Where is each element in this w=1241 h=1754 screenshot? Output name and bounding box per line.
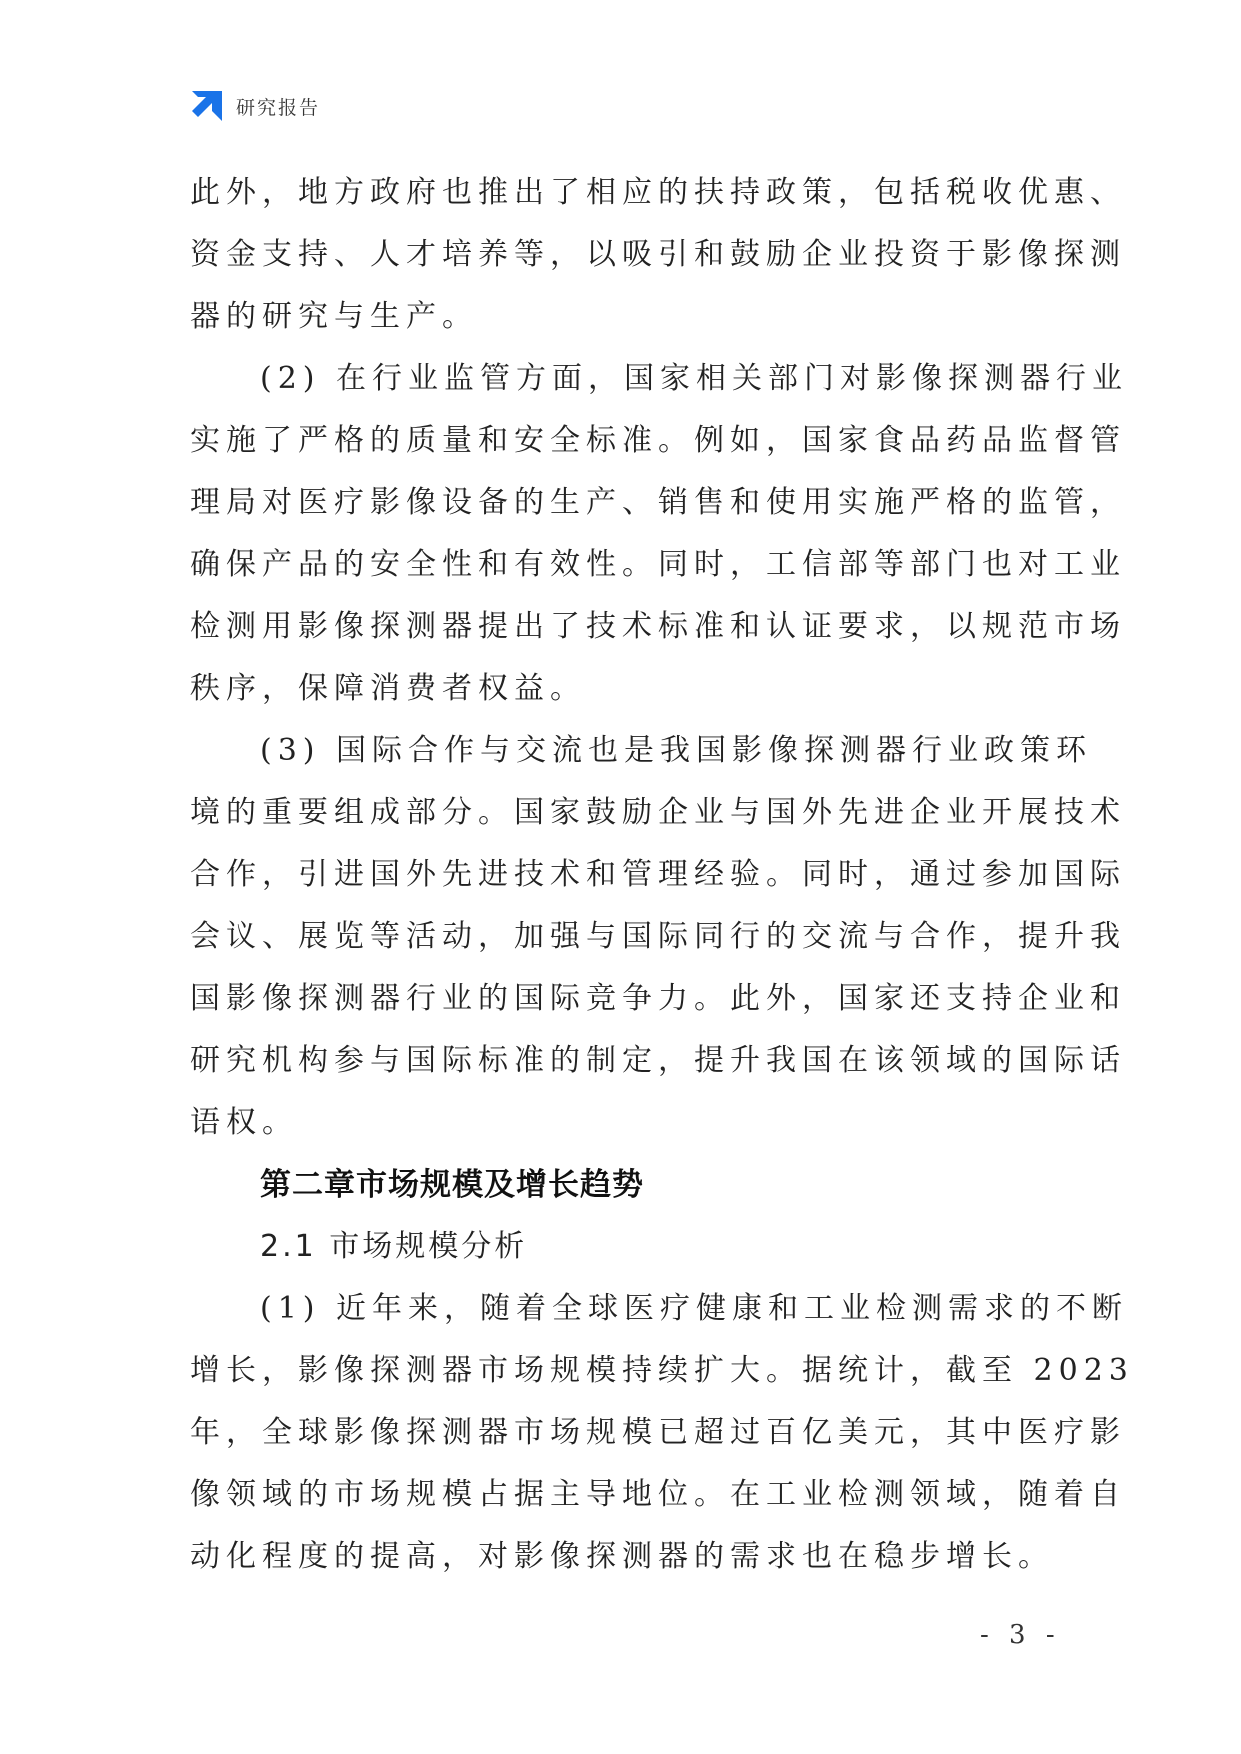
text-line: 实施了严格的质量和安全标准。例如，国家食品药品监督管 [190, 423, 1126, 458]
text-line: 年，全球影像探测器市场规模已超过百亿美元，其中医疗影 [190, 1415, 1126, 1450]
text-line: 秩序，保障消费者权益。 [190, 671, 586, 706]
text-line: 增长，影像探测器市场规模持续扩大。据统计，截至 2023 [190, 1353, 1134, 1388]
chapter-title: 第二章市场规模及增长趋势 [260, 1167, 644, 1203]
arrow-up-right-logo-icon [190, 89, 224, 123]
text-line: (3) 国际合作与交流也是我国影像探测器行业政策环 [260, 733, 1093, 768]
text-line: 像领域的市场规模占据主导地位。在工业检测领域，随着自 [190, 1477, 1126, 1512]
text-line: 此外，地方政府也推出了相应的扶持政策，包括税收优惠、 [190, 175, 1126, 210]
text-line: 境的重要组成部分。国家鼓励企业与国外先进企业开展技术 [190, 795, 1126, 830]
text-line: 资金支持、人才培养等，以吸引和鼓励企业投资于影像探测 [190, 237, 1126, 272]
header-title: 研究报告 [236, 96, 321, 119]
text-line: 检测用影像探测器提出了技术标准和认证要求，以规范市场 [190, 609, 1126, 644]
text-line: 语权。 [190, 1105, 298, 1140]
text-line: 会议、展览等活动，加强与国际同行的交流与合作，提升我 [190, 919, 1126, 954]
text-line: 器的研究与生产。 [190, 299, 478, 334]
paragraph-international-cooperation [190, 720, 1126, 1154]
text-line: 确保产品的安全性和有效性。同时，工信部等部门也对工业 [190, 547, 1126, 582]
text-line: 合作，引进国外先进技术和管理经验。同时，通过参加国际 [190, 857, 1126, 892]
section-title: 2.1 市场规模分析 [260, 1229, 528, 1264]
paragraph-local-policy [190, 162, 1126, 348]
text-line: 国影像探测器行业的国际竞争力。此外，国家还支持企业和 [190, 981, 1126, 1016]
text-line: 理局对医疗影像设备的生产、销售和使用实施严格的监管， [190, 485, 1126, 520]
text-line: 研究机构参与国际标准的制定，提升我国在该领域的国际话 [190, 1043, 1126, 1078]
text-line: 动化程度的提高，对影像探测器的需求也在稳步增长。 [190, 1539, 1054, 1574]
paragraph-market-size [190, 1278, 1134, 1588]
page-number: - 3 - [980, 1620, 1061, 1650]
paragraph-industry-regulation [190, 348, 1129, 720]
text-line: (2) 在行业监管方面，国家相关部门对影像探测器行业 [260, 361, 1129, 396]
document-body [190, 162, 1134, 1588]
page-header [190, 88, 320, 124]
text-line: (1) 近年来，随着全球医疗健康和工业检测需求的不断 [260, 1291, 1129, 1326]
